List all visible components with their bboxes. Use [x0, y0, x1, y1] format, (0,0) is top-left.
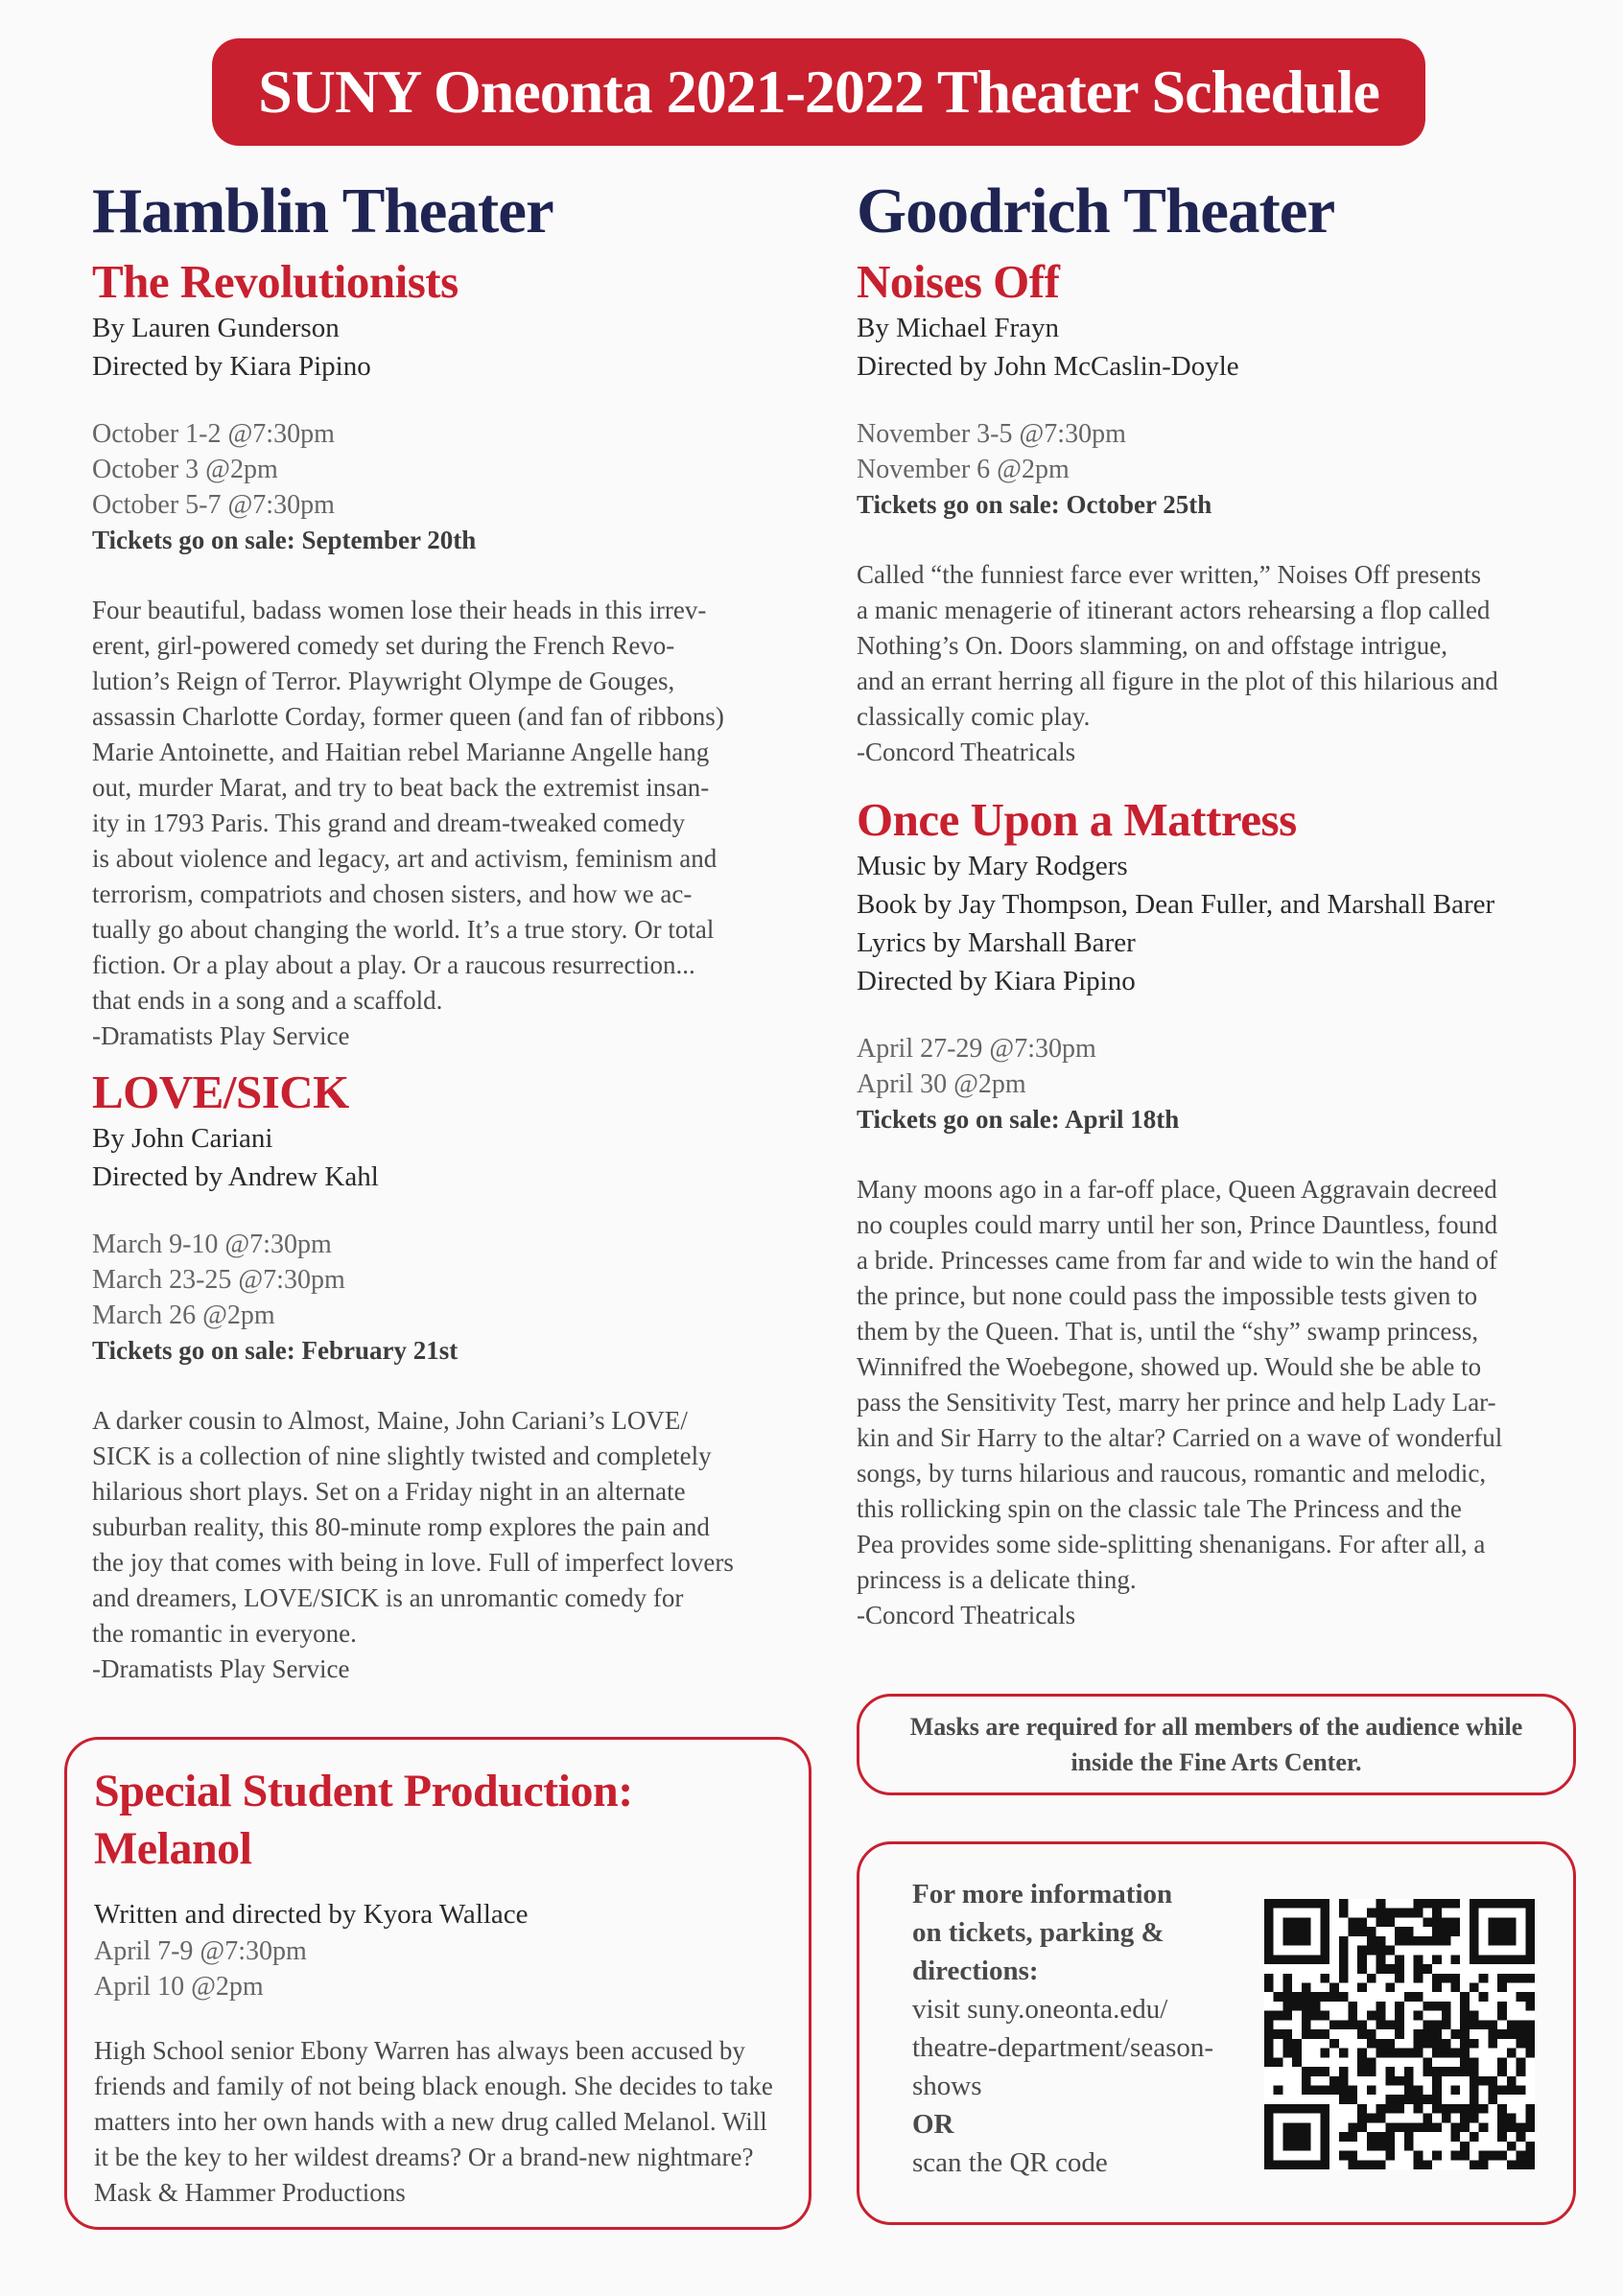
hamblin-column: [92, 173, 783, 1687]
description-line: songs, by turns hilarious and raucous, romantic and melodic,: [857, 1459, 1487, 1488]
noises-off-date: November 3-5 @7:30pm: [857, 419, 1126, 449]
noises-off-director: Directed by John McCaslin-Doyle: [857, 351, 1239, 382]
noises-off-author: By Michael Frayn: [857, 313, 1060, 343]
noises-off-tickets: Tickets go on sale: October 25th: [857, 490, 1212, 519]
revolutionists-director: Directed by Kiara Pipino: [92, 351, 371, 382]
lovesick-date: March 23-25 @7:30pm: [92, 1265, 345, 1295]
mattress-lyrics-credit: Lyrics by Marshall Barer: [857, 927, 1136, 958]
description-line: the romantic in everyone.: [92, 1619, 357, 1648]
description-line: friends and family of not being black enough. She decides to take: [94, 2072, 773, 2100]
noises-off-description: [857, 557, 1547, 735]
student-production-heading: Special Student Production:: [94, 1766, 633, 1816]
description-line: classically comic play.: [857, 702, 1091, 731]
revolutionists-date: October 3 @2pm: [92, 455, 278, 484]
description-line: High School senior Ebony Warren has always been accused by: [94, 2036, 745, 2065]
mattress-tickets: Tickets go on sale: April 18th: [857, 1105, 1180, 1134]
noises-off-title: Noises Off: [857, 255, 1060, 308]
lovesick-title: LOVE/SICK: [92, 1066, 349, 1118]
description-line: out, murder Marat, and try to beat back the extremist insan-: [92, 773, 710, 802]
melanol-title: Melanol: [94, 1823, 252, 1874]
info-or: OR: [912, 2109, 954, 2140]
melanol-date: April 7-9 @7:30pm: [94, 1936, 307, 1966]
description-line: Pea provides some side-splitting shenanigans. For after all, a: [857, 1530, 1486, 1558]
student-production-box: [64, 1737, 812, 2230]
mattress-music-credit: Music by Mary Rodgers: [857, 851, 1128, 881]
lovesick-date: March 9-10 @7:30pm: [92, 1230, 332, 1259]
mattress-date: April 30 @2pm: [857, 1069, 1026, 1099]
description-line: matters into her own hands with a new drug called Melanol. Will: [94, 2107, 767, 2136]
mask-notice-line: Masks are required for all members of the audience while: [909, 1713, 1523, 1741]
mattress-director: Directed by Kiara Pipino: [857, 966, 1136, 996]
revolutionists-date: October 5-7 @7:30pm: [92, 490, 335, 520]
description-line: kin and Sir Harry to the altar? Carried on a wave of wonderful: [857, 1423, 1503, 1452]
hamblin-theater-heading: Hamblin Theater: [92, 176, 553, 246]
revolutionists-title: The Revolutionists: [92, 255, 459, 308]
lovesick-tickets: Tickets go on sale: February 21st: [92, 1336, 459, 1365]
description-line: that ends in a song and a scaffold.: [92, 986, 443, 1015]
description-line: Called “the funniest farce ever written,” Noises Off presents: [857, 560, 1482, 589]
lovesick-author: By John Cariani: [92, 1123, 273, 1154]
description-line: no couples could marry until her son, Prince Dauntless, found: [857, 1210, 1498, 1239]
description-line: fiction. Or a play about a play. Or a raucous resurrection...: [92, 950, 695, 979]
melanol-source: Mask & Hammer Productions: [94, 2178, 406, 2207]
description-line: terrorism, compatriots and chosen sisters, and how we ac-: [92, 879, 693, 908]
mattress-book-credit: Book by Jay Thompson, Dean Fuller, and Marshall Barer: [857, 889, 1495, 920]
description-line: them by the Queen. That is, until the “shy” swamp princess,: [857, 1317, 1479, 1346]
revolutionists-tickets: Tickets go on sale: September 20th: [92, 526, 477, 554]
info-heading-line: directions:: [912, 1956, 1039, 1986]
description-line: a bride. Princesses came from far and wide to win the hand of: [857, 1246, 1498, 1275]
description-line: assassin Charlotte Corday, former queen (and fan of ribbons): [92, 702, 724, 731]
melanol-description: [94, 2033, 782, 2175]
description-line: A darker cousin to Almost, Maine, John Cariani’s LOVE/: [92, 1406, 688, 1435]
lovesick-date: March 26 @2pm: [92, 1300, 275, 1330]
info-url-line[interactable]: theatre-department/season-: [912, 2032, 1214, 2063]
description-line: Nothing’s On. Doors slamming, on and offstage intrigue,: [857, 631, 1447, 660]
melanol-credit: Written and directed by Kyora Wallace: [94, 1899, 529, 1930]
info-heading-line: For more information: [912, 1879, 1173, 1909]
description-line: Winnifred the Woebegone, showed up. Would she be able to: [857, 1352, 1482, 1381]
description-line: tually go about changing the world. It’s a true story. Or total: [92, 915, 715, 944]
goodrich-theater-heading: Goodrich Theater: [857, 176, 1335, 246]
description-line: it be the key to her wildest dreams? Or a brand-new nightmare?: [94, 2143, 754, 2171]
description-line: is about violence and legacy, art and activism, feminism and: [92, 844, 717, 873]
description-line: SICK is a collection of nine slightly twisted and completely: [92, 1441, 712, 1470]
lovesick-director: Directed by Andrew Kahl: [92, 1161, 379, 1192]
description-line: ity in 1793 Paris. This grand and dream-tweaked comedy: [92, 808, 686, 837]
revolutionists-author: By Lauren Gunderson: [92, 313, 340, 343]
mattress-source: -Concord Theatricals: [857, 1601, 1076, 1629]
description-line: Marie Antoinette, and Haitian rebel Marianne Angelle hang: [92, 738, 710, 766]
info-heading-line: on tickets, parking &: [912, 1917, 1164, 1948]
description-line: princess is a delicate thing.: [857, 1565, 1137, 1594]
mask-notice-box: [857, 1694, 1576, 1795]
qr-code-icon[interactable]: [1264, 1899, 1535, 2169]
description-line: the prince, but none could pass the impossible tests given to: [857, 1281, 1478, 1310]
description-line: the joy that comes with being in love. Full of imperfect lovers: [92, 1548, 734, 1577]
goodrich-column: [857, 173, 1547, 1633]
mattress-date: April 27-29 @7:30pm: [857, 1034, 1096, 1064]
info-url-line[interactable]: shows: [912, 2071, 982, 2101]
revolutionists-description: [92, 593, 783, 1019]
mattress-description: [857, 1172, 1547, 1598]
description-line: lution’s Reign of Terror. Playwright Olympe de Gouges,: [92, 667, 675, 695]
mask-notice: [910, 1709, 1523, 1780]
melanol-date: April 10 @2pm: [94, 1972, 264, 2002]
description-line: hilarious short plays. Set on a Friday night in an alternate: [92, 1477, 686, 1506]
page-title: SUNY Oneonta 2021-2022 Theater Schedule: [212, 38, 1425, 146]
description-line: pass the Sensitivity Test, marry her prince and help Lady Lar-: [857, 1388, 1496, 1417]
info-scan-text: scan the QR code: [912, 2147, 1108, 2178]
description-line: and dreamers, LOVE/SICK is an unromantic comedy for: [92, 1583, 684, 1612]
description-line: Four beautiful, badass women lose their heads in this irrev-: [92, 596, 707, 624]
description-line: erent, girl-powered comedy set during the French Revo-: [92, 631, 675, 660]
lovesick-description: [92, 1403, 783, 1652]
revolutionists-date: October 1-2 @7:30pm: [92, 419, 335, 449]
description-line: a manic menagerie of itinerant actors rehearsing a flop called: [857, 596, 1491, 624]
once-upon-a-mattress-title: Once Upon a Mattress: [857, 793, 1297, 846]
noises-off-date: November 6 @2pm: [857, 455, 1070, 484]
mask-notice-line: inside the Fine Arts Center.: [1070, 1748, 1362, 1776]
description-line: suburban reality, this 80-minute romp explores the pain and: [92, 1512, 710, 1541]
description-line: Many moons ago in a far-off place, Queen Aggravain decreed: [857, 1175, 1497, 1204]
description-line: this rollicking spin on the classic tale The Princess and the: [857, 1494, 1462, 1523]
description-line: and an errant herring all figure in the plot of this hilarious and: [857, 667, 1498, 695]
lovesick-source: -Dramatists Play Service: [92, 1654, 350, 1683]
info-url-line[interactable]: visit suny.oneonta.edu/: [912, 1994, 1168, 2025]
revolutionists-source: -Dramatists Play Service: [92, 1021, 350, 1050]
noises-off-source: -Concord Theatricals: [857, 738, 1076, 766]
